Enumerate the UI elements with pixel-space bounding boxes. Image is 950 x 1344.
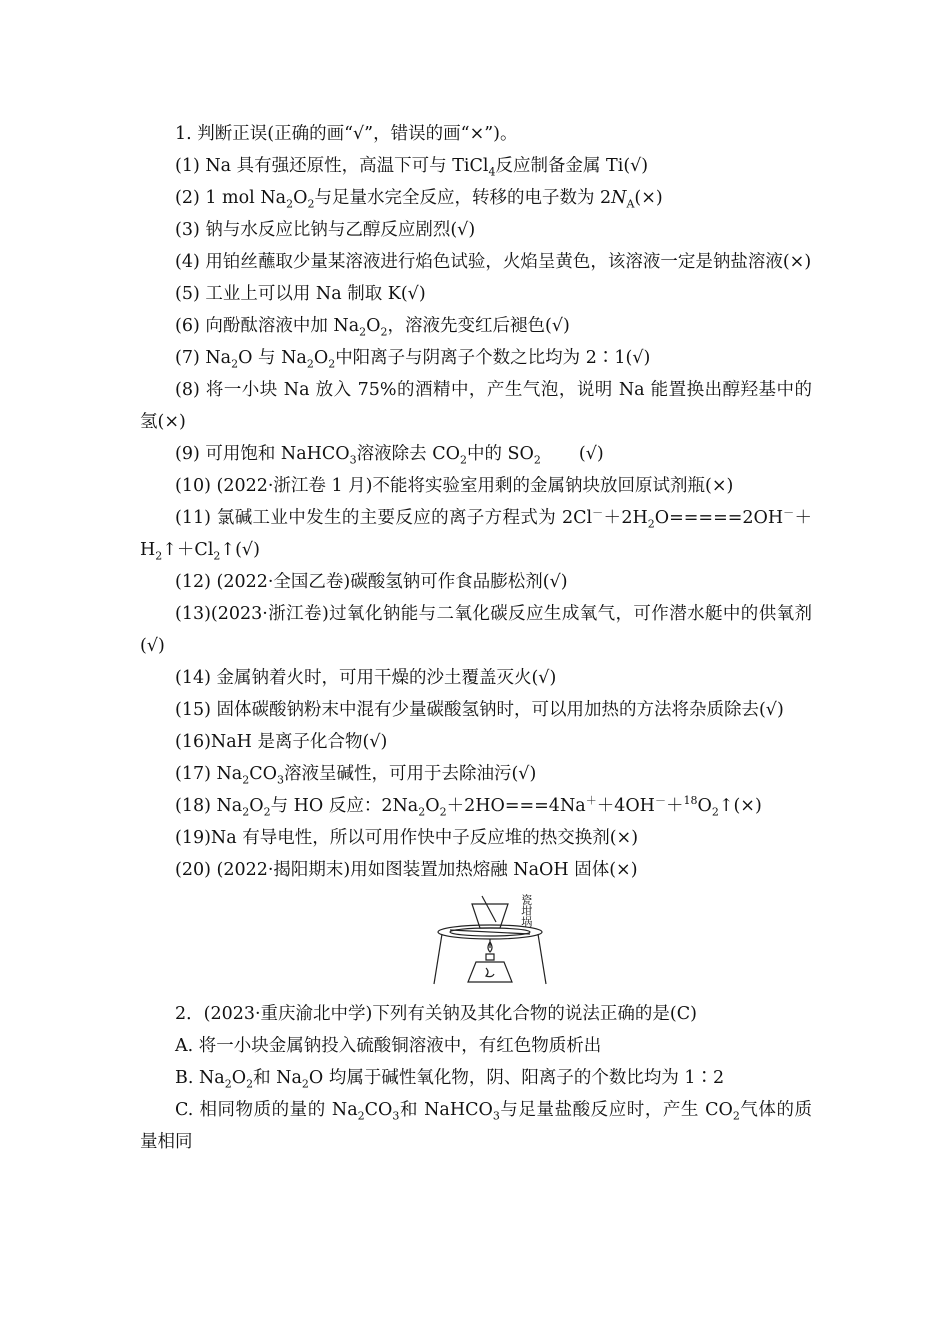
- q1-item-18: (18) $Na_2O_2$与 HO 反应：$2Na_2O_2+2HO===4Na^++4OH^-+^{18}O_2↑(\times)$: [175, 794, 762, 819]
- crucible-heating-diagram: [420, 892, 560, 992]
- q1-intro: 1. 判断正误(正确的画“√”，错误的画“×”)。: [175, 124, 518, 144]
- q2-option-a: A. 将一小块金属钠投入硫酸铜溶液中，有红色物质析出: [175, 1036, 602, 1056]
- q1-item-17: (17) $Na_2CO_3$溶液呈碱性，可用于去除油污(√): [175, 764, 537, 787]
- crucible-apparatus-figure: [140, 892, 812, 998]
- q1-item-15: (15) 固体碳酸钠粉末中混有少量碳酸氢钠时，可以用加热的方法将杂质除去(√): [175, 700, 784, 720]
- q2-stem: 2．(2023·重庆渝北中学)下列有关钠及其化合物的说法正确的是(C): [175, 1004, 697, 1024]
- q1-item-13: (13)(2023·浙江卷)过氧化钠能与二氧化碳反应生成氧气，可作潜水艇中的供氧剂(√): [140, 604, 812, 656]
- q1-item-6: (6) 向酚酞溶液中加 $Na_2O_2$，溶液先变红后褪色(√): [175, 316, 570, 339]
- q1-item-7: (7) $Na_2O$ 与 $Na_2O_2$中阳离子与阴离子个数之比均为 2∶1(√): [175, 348, 651, 371]
- q1-item-14: (14) 金属钠着火时，可用干燥的沙土覆盖灭火(√): [175, 668, 557, 688]
- q2-option-c: C. 相同物质的量的 $Na_2CO_3$和 NaHCO$_3$与足量盐酸反应时，产生 $CO_2$气体的质量相同: [140, 1100, 813, 1152]
- q1-item-12: (12) (2022·全国乙卷)碳酸氢钠可作食品膨松剂(√): [175, 572, 568, 592]
- q1-item-3: (3) 钠与水反应比钠与乙醇反应剧烈(√): [175, 220, 476, 240]
- q1-item-9: (9) 可用饱和 NaHCO$_3$溶液除去 $CO_2$中的 $SO_2$ (√): [175, 444, 604, 467]
- q1-item-8: (8) 将一小块 Na 放入 75%的酒精中，产生气泡，说明 Na 能置换出醇羟基中的氢(×): [140, 380, 812, 432]
- q1-item-10: (10) (2022·浙江卷 1 月)不能将实验室用剩的金属钠块放回原试剂瓶(×): [175, 476, 734, 496]
- q1-item-16: (16)NaH 是离子化合物(√): [175, 732, 388, 752]
- tripod-leg: [538, 934, 546, 984]
- q2-option-b: B. $Na_2O_2$和 $Na_2O$ 均属于碱性氧化物，阴、阳离子的个数比均为 1∶2: [175, 1068, 725, 1091]
- figure-label: 瓷坩埚: [519, 894, 533, 927]
- q1-item-1: (1) Na 具有强还原性，高温下可与 TiCl$_4$反应制备金属 Ti(√): [175, 156, 649, 179]
- q1-item-5: (5) 工业上可以用 Na 制取 K(√): [175, 284, 426, 304]
- document-body: [140, 118, 812, 1158]
- glass-rod: [482, 896, 496, 922]
- q1-item-20: (20) (2022·揭阳期末)用如图装置加热熔融 NaOH 固体(×): [175, 860, 638, 880]
- alcohol-lamp: [468, 962, 512, 982]
- q1-item-11: (11) 氯碱工业中发生的主要反应的离子方程式为 $2Cl^-+2H_2O=====2OH^-+H_2↑+Cl_2↑(√)$: [140, 506, 812, 563]
- q1-item-4: (4) 用铂丝蘸取少量某溶液进行焰色试验，火焰呈黄色，该溶液一定是钠盐溶液(×): [175, 252, 812, 272]
- q1-item-19: (19)Na 有导电性，所以可用作快中子反应堆的热交换剂(×): [175, 828, 639, 848]
- q1-item-2: (2) 1 mol $Na_2O_2$与足量水完全反应，转移的电子数为 $2N_A(\times)$: [175, 188, 663, 211]
- tripod-leg: [434, 934, 442, 984]
